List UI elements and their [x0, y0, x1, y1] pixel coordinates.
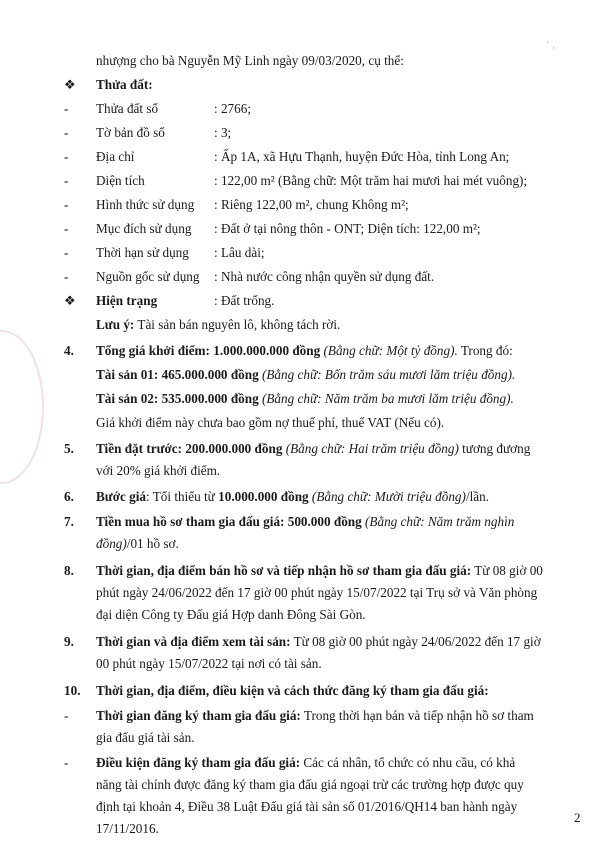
diamond-bullet-icon: ❖ [64, 293, 76, 308]
status-value: : Đất trống. [214, 293, 275, 308]
note-text: Tài sản bán nguyên lô, không tách rời. [134, 317, 341, 332]
item-9-line-2: 00 phút ngày 15/07/2022 tại nơi có tài sản. [96, 656, 322, 671]
dash: - [64, 269, 69, 284]
item-5-words: (Bằng chữ: Hai trăm triệu đồng) [282, 441, 459, 456]
item-9-line [96, 632, 541, 652]
dash: - [64, 708, 69, 723]
plot-value: : Nhà nước công nhận quyền sử dụng đất. [214, 269, 435, 284]
plot-label: Thời hạn sử dụng [96, 245, 189, 260]
plot-label: Thửa đất số [96, 101, 159, 116]
plot-value: : Riêng 122,00 m², chung Không m²; [214, 197, 409, 212]
item-10b-label: Điều kiện đăng ký tham gia đấu giá: [96, 755, 301, 770]
item-10b-rest: Các cá nhân, tổ chức có nhu cầu, có khả [300, 755, 516, 770]
item-number: 5. [64, 441, 74, 456]
plot-label: Mục đích sử dụng [96, 221, 192, 236]
dash: - [64, 173, 69, 188]
note-line [96, 315, 340, 335]
item-number: 6. [64, 489, 74, 504]
item-number: 4. [64, 343, 74, 358]
item-8-rest: Từ 08 giờ 00 [471, 563, 543, 578]
item-10b-line [96, 753, 515, 773]
dash: - [64, 245, 69, 260]
dash: - [64, 197, 69, 212]
item-10a-line-2: gia đấu giá tài sản. [96, 730, 195, 745]
plot-value: : 2766; [214, 101, 251, 116]
plot-value: : Ấp 1A, xã Hựu Thạnh, huyện Đức Hòa, tỉnh Long An; [214, 149, 510, 164]
plot-heading: Thửa đất: [96, 77, 153, 92]
intro-line: nhượng cho bà Nguyễn Mỹ Linh ngày 09/03/2020, cụ thể: [96, 53, 404, 68]
plot-label: Tờ bản đồ số [96, 125, 165, 140]
item-6-text: : Tối thiểu từ [146, 489, 219, 504]
asset-1-line [96, 365, 515, 385]
note-label: Lưu ý: [96, 317, 135, 332]
item-4-line [96, 341, 513, 361]
item-8-line-3: đại diện Công ty Đấu giá Hợp danh Đông Sài Gòn. [96, 607, 366, 622]
item-number: 7. [64, 514, 74, 529]
item-8-label: Thời gian, địa điểm bán hồ sơ và tiếp nhận hồ sơ tham gia đấu giá: [96, 563, 472, 578]
item-10b-line-3: định tại khoản 4, Điều 38 Luật Đấu giá tài sản số 01/2016/QH14 ban hành ngày [96, 799, 518, 814]
item-5-line [96, 439, 530, 459]
item-7-words-2: đồng) [96, 536, 127, 551]
item-8-line-2: phút ngày 24/06/2022 đến 17 giờ 00 phút ngày 15/07/2022 tại Trụ sở và Văn phòng [96, 585, 538, 600]
plot-label: Hình thức sử dụng [96, 197, 195, 212]
item-7-label: Tiền mua hồ sơ tham gia đấu giá: 500.000 đồng [96, 514, 362, 529]
dash: - [64, 755, 69, 770]
item-5-line-2: với 20% giá khởi điểm. [96, 463, 221, 478]
status-heading: Hiện trạng [96, 293, 158, 308]
item-5-label: Tiền đặt trước: 200.000.000 đồng [96, 441, 283, 456]
plot-label: Diện tích [96, 173, 145, 188]
asset-1-label: Tài sản 01: 465.000.000 đồng [96, 367, 259, 382]
item-10b-line-4: 17/11/2016. [96, 821, 159, 836]
plot-value: : 122,00 m² (Bằng chữ: Một trăm hai mươi hai mét vuông); [214, 173, 528, 188]
item-6-words: (Bằng chữ: Mười triệu đồng) [308, 489, 466, 504]
item-4-words: (Bằng chữ: Một tỷ đồng). [320, 343, 458, 358]
dash: - [64, 101, 69, 116]
item-7-line [96, 512, 514, 532]
item-7-words: (Bằng chữ: Năm trăm nghìn [361, 514, 515, 529]
item-6-line [96, 487, 489, 507]
item-number: 9. [64, 634, 74, 649]
item-9-label: Thời gian và địa điểm xem tài sản: [96, 634, 291, 649]
item-6-amount: 10.000.000 đồng [218, 489, 309, 504]
item-10b-line-2: năng tài chính được đăng ký tham gia đấu giá ngoại trừ các trường hợp được quy [96, 777, 524, 792]
item-number: 10. [64, 683, 81, 698]
item-7-rest: /01 hồ sơ. [126, 536, 179, 551]
plot-value: : Lâu dài; [214, 245, 265, 260]
faint-seal-mark [0, 330, 44, 484]
dash: - [64, 221, 69, 236]
item-10a-rest: Trong thời hạn bán và tiếp nhận hồ sơ tham [300, 708, 534, 723]
item-9-rest: Từ 08 giờ 00 phút ngày 24/06/2022 đến 17 giờ [290, 634, 541, 649]
item-7-line-2 [96, 534, 179, 554]
item-4-label: Tổng giá khởi điểm: 1.000.000.000 đồng [96, 343, 321, 358]
item-6-label: Bước giá [96, 489, 147, 504]
item-4-note: Giá khởi điểm này chưa bao gồm nợ thuế phí, thuế VAT (Nếu có). [96, 415, 445, 430]
asset-1-words: (Bằng chữ: Bốn trăm sáu mươi lăm triệu đồng). [258, 367, 516, 382]
asset-2-label: Tài sản 02: 535.000.000 đồng [96, 391, 259, 406]
item-10a-label: Thời gian đăng ký tham gia đấu giá: [96, 708, 301, 723]
plot-value: : Đất ở tại nông thôn - ONT; Diện tích: 122,00 m²; [214, 221, 481, 236]
asset-2-line [96, 389, 514, 409]
asset-2-words: (Bằng chữ: Năm trăm ba mươi lăm triệu đồng). [258, 391, 514, 406]
plot-label: Địa chỉ [96, 149, 135, 164]
dash: - [64, 149, 69, 164]
plot-value: : 3; [214, 125, 232, 140]
item-6-end: /lần. [465, 489, 490, 504]
dash: - [64, 125, 69, 140]
item-4-rest: Trong đó: [457, 343, 513, 358]
item-10a-line [96, 706, 534, 726]
item-number: 8. [64, 563, 74, 578]
diamond-bullet-icon: ❖ [64, 77, 76, 92]
item-8-line [96, 561, 543, 581]
item-10-heading: Thời gian, địa điểm, điều kiện và cách thức đăng ký tham gia đấu giá: [96, 683, 489, 698]
item-5-rest: tương đương [458, 441, 531, 456]
plot-label: Nguồn gốc sử dụng [96, 269, 200, 284]
corner-mark: ʻ ‚ [546, 40, 556, 51]
page-number: 2 [574, 810, 581, 825]
